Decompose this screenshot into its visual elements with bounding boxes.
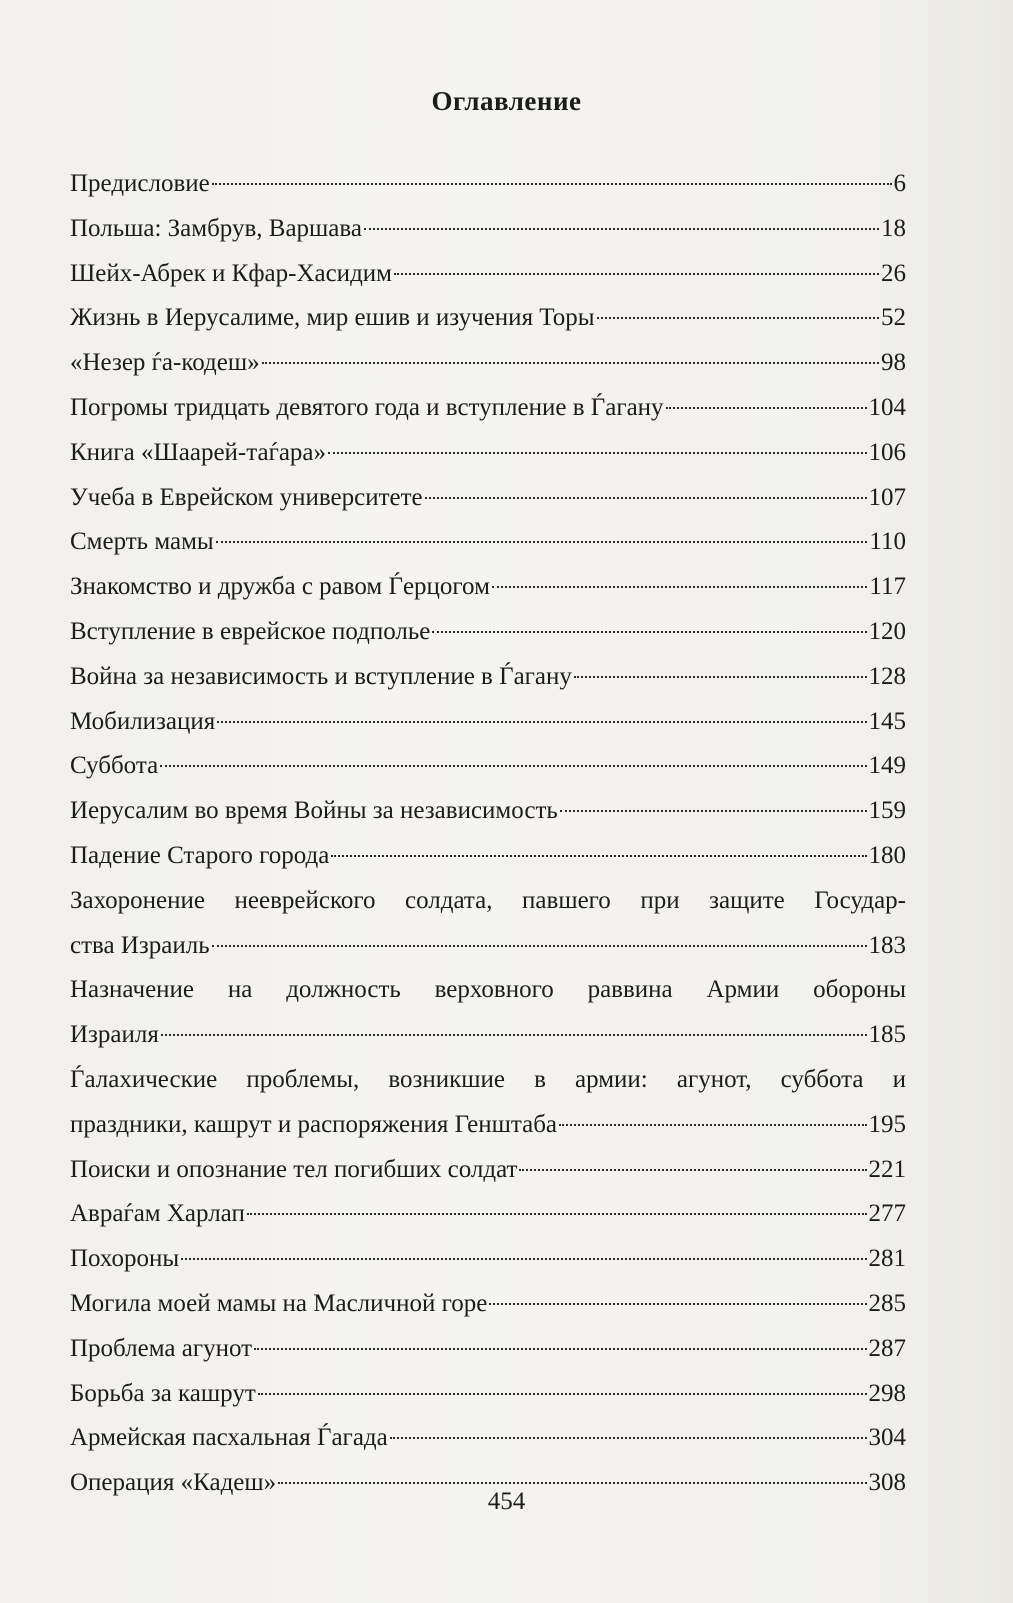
toc-entry-title: Мобилизация bbox=[70, 707, 216, 735]
toc-entry bbox=[70, 565, 906, 610]
toc-entry bbox=[70, 744, 906, 789]
toc-page-number: 281 bbox=[868, 1245, 906, 1273]
toc-entry-title: Знакомство и дружба с равом Ѓерцогом bbox=[70, 573, 490, 601]
toc-entry bbox=[70, 700, 906, 745]
toc-entry-title: «Незер ѓа-кодеш» bbox=[70, 349, 260, 377]
toc-entry bbox=[70, 296, 906, 341]
toc-entry-title: Борьба за кашрут bbox=[70, 1379, 256, 1407]
toc-entry-title: Авраѓам Харлап bbox=[70, 1200, 245, 1228]
toc-page-number: 6 bbox=[893, 170, 906, 197]
toc-page-number: 149 bbox=[868, 752, 906, 780]
dot-leader bbox=[254, 1348, 866, 1350]
dot-leader bbox=[247, 1213, 867, 1215]
toc-entry-title-line1: Захоронение нееврейского солдата, павшего при защите Государ- bbox=[70, 886, 906, 914]
toc-entry bbox=[70, 834, 906, 879]
toc-page-number: 277 bbox=[868, 1200, 906, 1228]
table-of-contents bbox=[70, 162, 906, 1506]
toc-entry-title-line2: Израиля bbox=[70, 1021, 159, 1049]
toc-entry-title: Погромы тридцать девятого года и вступление в Ѓагану bbox=[70, 393, 664, 421]
toc-entry bbox=[70, 1148, 906, 1193]
dot-leader bbox=[394, 273, 879, 275]
dot-leader bbox=[217, 721, 866, 723]
toc-page-number: 128 bbox=[868, 662, 906, 690]
toc-entry bbox=[70, 207, 906, 252]
toc-page-number: 26 bbox=[881, 259, 906, 287]
dot-leader bbox=[559, 1124, 866, 1126]
dot-leader bbox=[390, 1437, 867, 1439]
toc-entry-title: Проблема агунот bbox=[70, 1334, 253, 1362]
toc-entry-title-line1: Назначение на должность верховного раввина Армии обороны bbox=[70, 976, 906, 1004]
toc-page-number: 195 bbox=[868, 1110, 906, 1138]
dot-leader bbox=[432, 631, 866, 633]
dot-leader bbox=[262, 362, 879, 364]
dot-leader bbox=[425, 497, 867, 499]
toc-entry-title-line1: Ѓалахические проблемы, возникшие в армии: агунот, суббота и bbox=[70, 1065, 906, 1093]
dot-leader bbox=[161, 1034, 867, 1036]
toc-entry-title: Книга «Шаарей-таѓара» bbox=[70, 438, 327, 466]
dot-leader bbox=[278, 1482, 866, 1484]
toc-page-number: 98 bbox=[881, 349, 906, 377]
toc-page-number: 18 bbox=[881, 214, 906, 242]
dot-leader bbox=[492, 586, 868, 588]
dot-leader bbox=[258, 1393, 867, 1395]
toc-page-number: 221 bbox=[868, 1155, 906, 1183]
toc-entry bbox=[70, 386, 906, 431]
toc-entry-title: Война за независимость и вступление в Ѓагану bbox=[70, 662, 572, 690]
dot-leader bbox=[160, 765, 866, 767]
toc-entry-multiline bbox=[70, 968, 906, 1058]
toc-entry bbox=[70, 341, 906, 386]
toc-page-number: 117 bbox=[869, 573, 906, 601]
toc-page-number: 107 bbox=[868, 483, 906, 511]
toc-entry-title: Предисловие bbox=[70, 170, 210, 197]
toc-entry bbox=[70, 252, 906, 297]
toc-entry-title: Жизнь в Иерусалиме, мир ешив и изучения Торы bbox=[70, 304, 595, 332]
dot-leader bbox=[519, 1169, 866, 1171]
dot-leader bbox=[364, 228, 879, 230]
toc-entry-multiline bbox=[70, 879, 906, 969]
toc-page-number: 106 bbox=[868, 438, 906, 466]
dot-leader bbox=[331, 855, 866, 857]
dot-leader bbox=[328, 452, 866, 454]
dot-leader bbox=[574, 676, 867, 678]
toc-entry bbox=[70, 610, 906, 655]
dot-leader bbox=[216, 541, 868, 543]
toc-entry-title: Смерть мамы bbox=[70, 528, 214, 556]
toc-entry-title: Похороны bbox=[70, 1245, 180, 1273]
toc-page-number: 287 bbox=[868, 1334, 906, 1362]
toc-entry bbox=[70, 431, 906, 476]
toc-entry-title: Вступление в еврейское подполье bbox=[70, 617, 431, 645]
toc-entry-title: Поиски и опознание тел погибших солдат bbox=[70, 1155, 518, 1183]
toc-page-number: 120 bbox=[868, 617, 906, 645]
toc-page-number: 104 bbox=[868, 393, 906, 421]
toc-page-number: 145 bbox=[868, 707, 906, 735]
toc-entry-title: Учеба в Еврейском университете bbox=[70, 483, 423, 511]
toc-entry bbox=[70, 476, 906, 521]
toc-page-number: 285 bbox=[868, 1289, 906, 1317]
toc-entry bbox=[70, 655, 906, 700]
toc-entry bbox=[70, 1192, 906, 1237]
toc-page-number: 110 bbox=[869, 528, 906, 556]
dot-leader bbox=[560, 810, 867, 812]
toc-page-number: 183 bbox=[868, 931, 906, 959]
toc-page-number: 52 bbox=[881, 304, 906, 332]
toc-entry bbox=[70, 1282, 906, 1327]
toc-entry-title: Операция «Кадеш» bbox=[70, 1469, 277, 1497]
toc-page-number: 308 bbox=[868, 1469, 906, 1497]
toc-page-number: 159 bbox=[868, 797, 906, 825]
toc-entry bbox=[70, 1237, 906, 1282]
dot-leader bbox=[181, 1258, 866, 1260]
toc-entry bbox=[70, 162, 906, 207]
toc-entry-title: Иерусалим во время Войны за независимость bbox=[70, 797, 558, 825]
toc-page-number: 298 bbox=[868, 1379, 906, 1407]
toc-entry-title: Шейх-Абрек и Кфар-Хасидим bbox=[70, 259, 392, 287]
dot-leader bbox=[212, 183, 892, 185]
dot-leader bbox=[666, 407, 867, 409]
dot-leader bbox=[597, 317, 880, 319]
toc-entry bbox=[70, 1372, 906, 1417]
toc-entry-title: Польша: Замбрув, Варшава bbox=[70, 214, 362, 242]
toc-entry bbox=[70, 1416, 906, 1461]
toc-entry-title-line2: ства Израиль bbox=[70, 931, 210, 959]
toc-entry bbox=[70, 1327, 906, 1372]
toc-entry-title: Суббота bbox=[70, 752, 159, 780]
toc-entry bbox=[70, 520, 906, 565]
dot-leader bbox=[212, 945, 867, 947]
toc-entry-title: Могила моей мамы на Масличной горе bbox=[70, 1289, 488, 1317]
toc-page-number: 304 bbox=[868, 1424, 906, 1452]
page-title: Оглавление bbox=[431, 86, 582, 116]
toc-entry bbox=[70, 789, 906, 834]
toc-entry-title-line2: праздники, кашрут и распоряжения Генштаба bbox=[70, 1110, 558, 1138]
toc-page-number: 180 bbox=[868, 841, 906, 869]
toc-entry-title: Падение Старого города bbox=[70, 841, 330, 869]
dot-leader bbox=[489, 1303, 866, 1305]
page-number: 454 bbox=[487, 1488, 526, 1515]
toc-entry-multiline bbox=[70, 1058, 906, 1148]
toc-entry-title: Армейская пасхальная Ѓагада bbox=[70, 1424, 388, 1452]
toc-page-number: 185 bbox=[868, 1021, 906, 1049]
